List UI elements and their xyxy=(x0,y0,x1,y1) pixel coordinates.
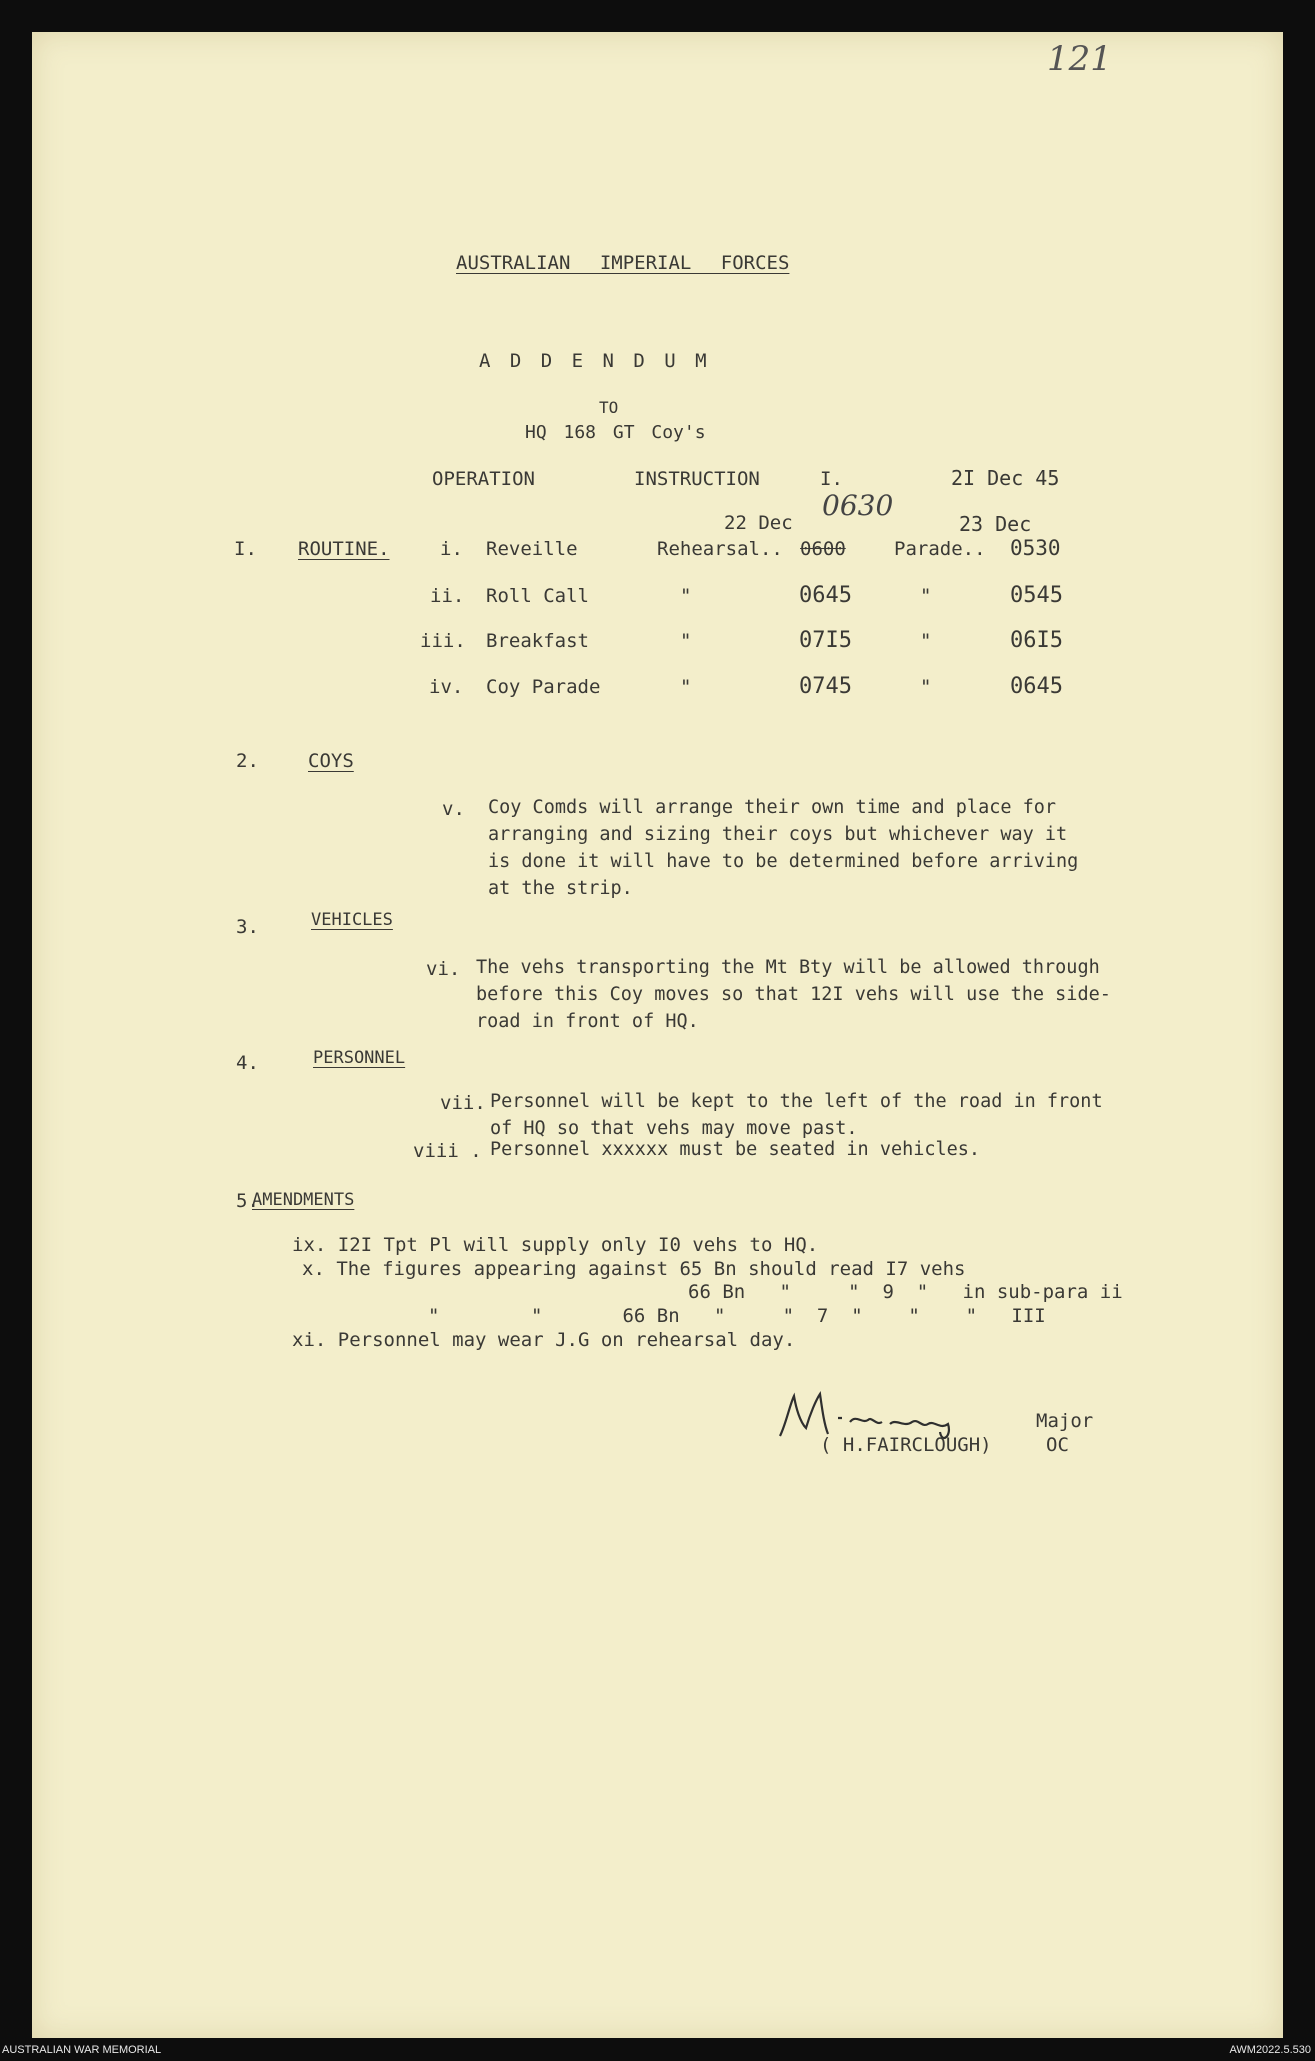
col-22-dec: 22 Dec xyxy=(724,512,793,534)
amendment-x-line3: " " 66 Bn " " 7 " " " III xyxy=(428,1305,1046,1327)
amendment-x: x. The figures appearing against 65 Bn should read I7 vehs xyxy=(302,1258,966,1280)
footer-left: AUSTRALIAN WAR MEMORIAL xyxy=(2,2044,162,2056)
instruction-number: I. xyxy=(820,468,843,490)
vehicles-para-number: 3. xyxy=(236,916,259,938)
routine-label: Reveille xyxy=(486,538,578,560)
routine-title: ROUTINE. xyxy=(298,538,390,560)
coys-num: v. xyxy=(442,798,465,820)
routine-entry-22: " xyxy=(680,585,692,607)
col-23-dec: 23 Dec xyxy=(959,512,1032,536)
routine-time-22: 0745 xyxy=(799,674,852,699)
routine-label: Breakfast xyxy=(486,630,589,652)
signature-role: OC xyxy=(1046,1434,1069,1456)
hq-line: HQ 168 GT Coy's xyxy=(525,422,706,443)
personnel-title: PERSONNEL xyxy=(313,1048,406,1068)
vehicles-num: vi. xyxy=(426,958,461,980)
signature-rank: Major xyxy=(1036,1410,1094,1432)
routine-time-23: 0545 xyxy=(1010,583,1063,608)
routine-entry-22: " xyxy=(680,630,692,652)
routine-entry-22: Rehearsal.. xyxy=(657,538,783,560)
routine-entry-23: " xyxy=(920,630,932,652)
to-line: TO xyxy=(599,398,619,417)
routine-entry-23: Parade.. xyxy=(894,538,986,560)
coys-title: COYS xyxy=(308,750,354,772)
personnel-text: Personnel xxxxxx must be seated in vehicles. xyxy=(490,1139,981,1160)
routine-num: i. xyxy=(440,538,463,560)
routine-entry-23: " xyxy=(920,676,932,698)
amendments-title: AMENDMENTS xyxy=(252,1190,355,1210)
routine-entry-22: " xyxy=(680,676,692,698)
instruction-label: INSTRUCTION xyxy=(634,468,760,490)
amendment-xi: xi. Personnel may wear J.G on rehearsal day. xyxy=(292,1329,796,1351)
handwritten-correction: 0630 xyxy=(822,489,894,522)
routine-time-22: 0600 xyxy=(800,538,846,560)
routine-entry-23: " xyxy=(920,585,932,607)
routine-time-22: 07I5 xyxy=(799,628,852,653)
routine-label: Roll Call xyxy=(486,585,589,607)
routine-time-22: 0645 xyxy=(799,583,852,608)
routine-num: iii. xyxy=(420,630,466,652)
instruction-date: 2I Dec 45 xyxy=(951,466,1060,490)
personnel-text: Personnel will be kept to the left of the road in front of HQ so that vehs may move past. xyxy=(490,1091,1103,1139)
routine-time-23: 0530 xyxy=(1010,536,1061,560)
personnel-num: viii . xyxy=(413,1140,482,1162)
footer-right: AWM2022.5.530 xyxy=(1229,2044,1311,2056)
vehicles-text: The vehs transporting the Mt Bty will be allowed through before this Coy moves so that 12I vehs will use the side- road in front of HQ. xyxy=(476,957,1111,1032)
routine-para-number: I. xyxy=(234,538,257,560)
document-heading: AUSTRALIAN IMPERIAL FORCES xyxy=(456,252,790,274)
personnel-para-number: 4. xyxy=(236,1052,259,1074)
addendum-title: A D D E N D U M xyxy=(479,350,707,372)
routine-num: iv. xyxy=(429,676,464,698)
routine-time-23: 06I5 xyxy=(1010,628,1063,653)
coys-text: Coy Comds will arrange their own time and place for arranging and sizing their coys but whichever way it is done it will have to be determined before arriving at the strip. xyxy=(488,797,1079,899)
amendments-para-number: 5. xyxy=(236,1190,259,1212)
routine-num: ii. xyxy=(430,585,465,607)
amendment-x-line2: 66 Bn " " 9 " in sub-para ii xyxy=(688,1281,1123,1303)
operation-label: OPERATION xyxy=(432,468,535,490)
amendment-ix: ix. I2I Tpt Pl will supply only I0 vehs to HQ. xyxy=(292,1234,819,1256)
vehicles-title: VEHICLES xyxy=(311,910,393,930)
coys-para-number: 2. xyxy=(236,750,259,772)
signature-name: ( H.FAIRCLOUGH) xyxy=(820,1434,992,1456)
personnel-num: vii. xyxy=(440,1092,486,1114)
routine-label: Coy Parade xyxy=(486,676,601,698)
document-page xyxy=(32,32,1283,2038)
routine-time-23: 0645 xyxy=(1010,674,1063,699)
archive-number: 121 xyxy=(1047,39,1112,79)
